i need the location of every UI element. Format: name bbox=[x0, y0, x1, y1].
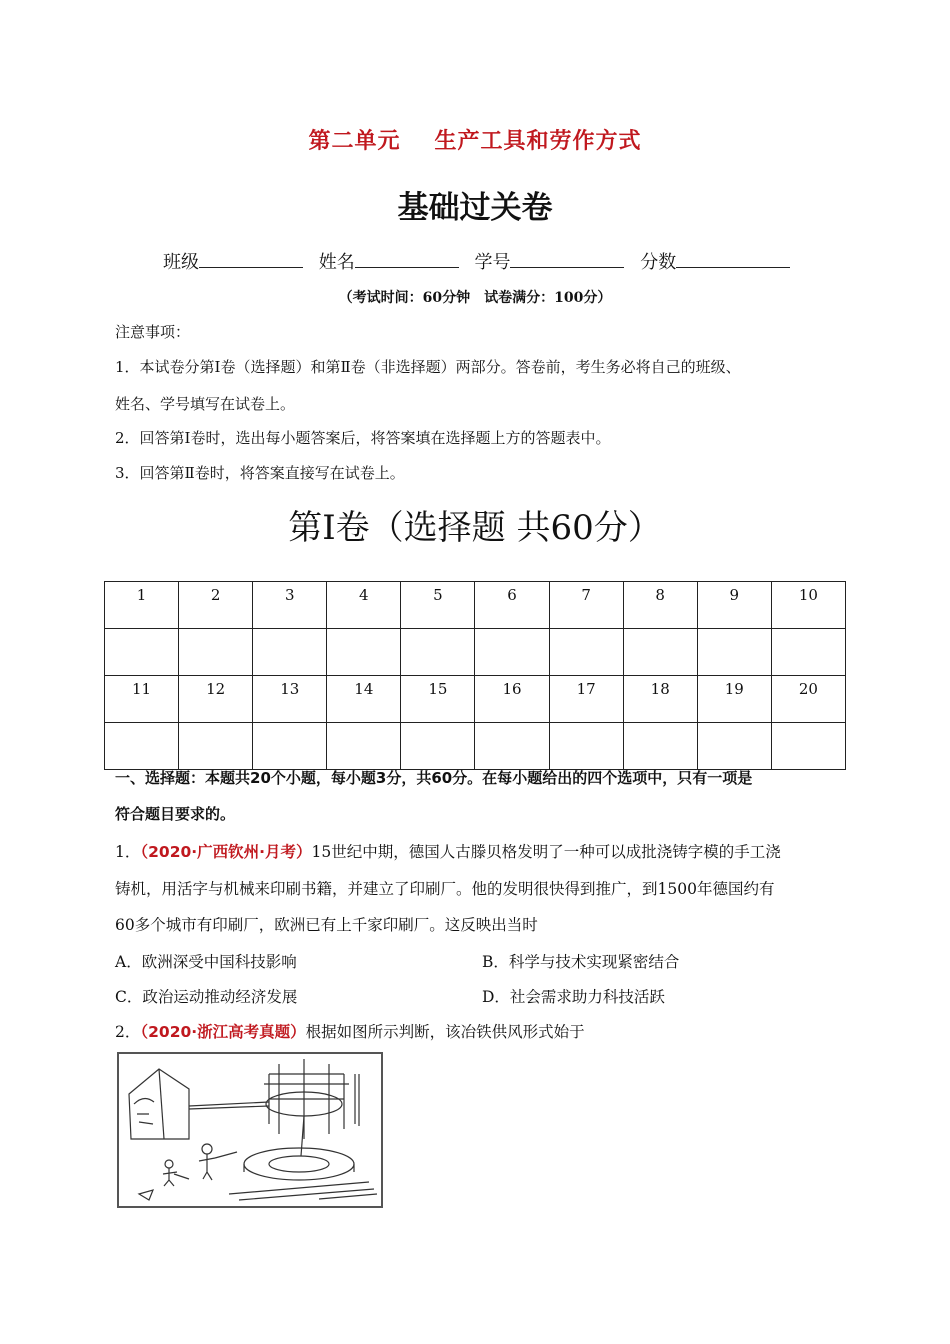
note-item: 姓名、学号填写在试卷上。 bbox=[115, 395, 296, 413]
answer-cell[interactable] bbox=[105, 629, 179, 676]
answer-cell[interactable] bbox=[697, 629, 771, 676]
unit-topic: 生产工具和劳作方式 bbox=[434, 129, 642, 154]
unit-title bbox=[0, 124, 950, 155]
score-blank[interactable] bbox=[676, 251, 790, 268]
answer-number-cell: 1 bbox=[105, 582, 179, 629]
answer-cell[interactable] bbox=[253, 629, 327, 676]
question-number: 1． bbox=[115, 843, 141, 861]
question-1-line bbox=[115, 840, 781, 862]
answer-number-cell: 18 bbox=[623, 676, 697, 723]
name-field bbox=[319, 252, 459, 273]
part-one-intro bbox=[115, 760, 845, 832]
note-item: 2．回答第Ⅰ卷时，选出每小题答案后，将答案填在选择题上方的答题表中。 bbox=[115, 429, 611, 447]
student-id-label: 学号 bbox=[474, 252, 511, 273]
illustration-drawing bbox=[119, 1054, 381, 1206]
part-one-intro-line: 一、选择题：本题共20个小题，每小题3分，共60分。在每小题给出的四个选项中，只有一项是 bbox=[115, 769, 753, 787]
note-item: 3．回答第Ⅱ卷时，将答案直接写在试卷上。 bbox=[115, 464, 405, 482]
answer-cell[interactable] bbox=[327, 629, 401, 676]
answer-number-cell: 10 bbox=[771, 582, 845, 629]
answer-number-cell: 15 bbox=[401, 676, 475, 723]
answer-cell[interactable] bbox=[401, 629, 475, 676]
answer-number-cell: 20 bbox=[771, 676, 845, 723]
page-title: 基础过关卷 bbox=[397, 190, 553, 226]
class-label: 班级 bbox=[163, 252, 199, 273]
score-label: 分数 bbox=[640, 252, 677, 273]
answer-cell[interactable] bbox=[549, 629, 623, 676]
iron-smelting-illustration bbox=[117, 1052, 383, 1208]
name-blank[interactable] bbox=[355, 251, 459, 268]
answer-table bbox=[104, 581, 846, 770]
answer-number-cell: 5 bbox=[401, 582, 475, 629]
answer-number-cell: 7 bbox=[549, 582, 623, 629]
answer-number-cell: 16 bbox=[475, 676, 549, 723]
answer-cell[interactable] bbox=[623, 629, 697, 676]
class-field bbox=[163, 252, 303, 273]
question-source: （2020·广西钦州·月考） bbox=[140, 843, 312, 861]
part-one-intro-line: 符合题目要求的。 bbox=[115, 805, 236, 823]
answer-number-cell: 11 bbox=[105, 676, 179, 723]
question-stem: 根据如图所示判断，该冶铁供风形式始于 bbox=[305, 1023, 585, 1041]
note-item: 1．本试卷分第Ⅰ卷（选择题）和第Ⅱ卷（非选择题）两部分。答卷前，考生务必将自己的班级、 bbox=[115, 358, 741, 376]
name-label: 姓名 bbox=[318, 252, 355, 273]
question-source: （2020·浙江高考真题） bbox=[140, 1023, 306, 1041]
answer-number-cell: 3 bbox=[253, 582, 327, 629]
student-id-field bbox=[474, 252, 624, 273]
answer-cell[interactable] bbox=[179, 629, 253, 676]
notes-heading: 注意事项： bbox=[115, 323, 191, 341]
answer-cell[interactable] bbox=[771, 629, 845, 676]
option-c[interactable]: C．政治运动推动经济发展 bbox=[115, 988, 298, 1006]
score-field bbox=[640, 252, 790, 273]
answer-input-row bbox=[105, 629, 846, 676]
question-number: 2． bbox=[115, 1023, 141, 1041]
answer-number-cell: 19 bbox=[697, 676, 771, 723]
question-1-line: 铸机，用活字与机械来印刷书籍，并建立了印刷厂。他的发明很快得到推广，到1500年德国约有 bbox=[115, 880, 775, 898]
answer-number-row bbox=[105, 582, 846, 629]
answer-number-cell: 8 bbox=[623, 582, 697, 629]
question-1-line: 60多个城市有印刷厂，欧洲已有上千家印刷厂。这反映出当时 bbox=[115, 916, 538, 934]
answer-number-cell: 6 bbox=[475, 582, 549, 629]
answer-number-cell: 12 bbox=[179, 676, 253, 723]
answer-number-cell: 9 bbox=[697, 582, 771, 629]
answer-number-cell: 2 bbox=[179, 582, 253, 629]
question-2-line bbox=[115, 1020, 585, 1042]
student-info-line bbox=[163, 248, 800, 274]
answer-number-row bbox=[105, 676, 846, 723]
option-d[interactable]: D．社会需求助力科技活跃 bbox=[482, 988, 665, 1006]
student-id-blank[interactable] bbox=[510, 251, 624, 268]
answer-number-cell: 17 bbox=[549, 676, 623, 723]
option-a[interactable]: A．欧洲深受中国科技影响 bbox=[115, 953, 297, 971]
answer-number-cell: 14 bbox=[327, 676, 401, 723]
answer-cell[interactable] bbox=[475, 629, 549, 676]
answer-number-cell: 4 bbox=[327, 582, 401, 629]
answer-number-cell: 13 bbox=[253, 676, 327, 723]
question-stem: 15世纪中期，德国人古滕贝格发明了一种可以成批浇铸字模的手工浇 bbox=[311, 843, 781, 861]
option-b[interactable]: B．科学与技术实现紧密结合 bbox=[482, 953, 680, 971]
exam-time-note: （考试时间：60分钟 试卷满分：100分） bbox=[338, 290, 612, 306]
section-title: 第Ⅰ卷（选择题 共60分） bbox=[288, 508, 662, 548]
class-blank[interactable] bbox=[199, 251, 303, 268]
unit-label: 第二单元 bbox=[308, 129, 401, 154]
